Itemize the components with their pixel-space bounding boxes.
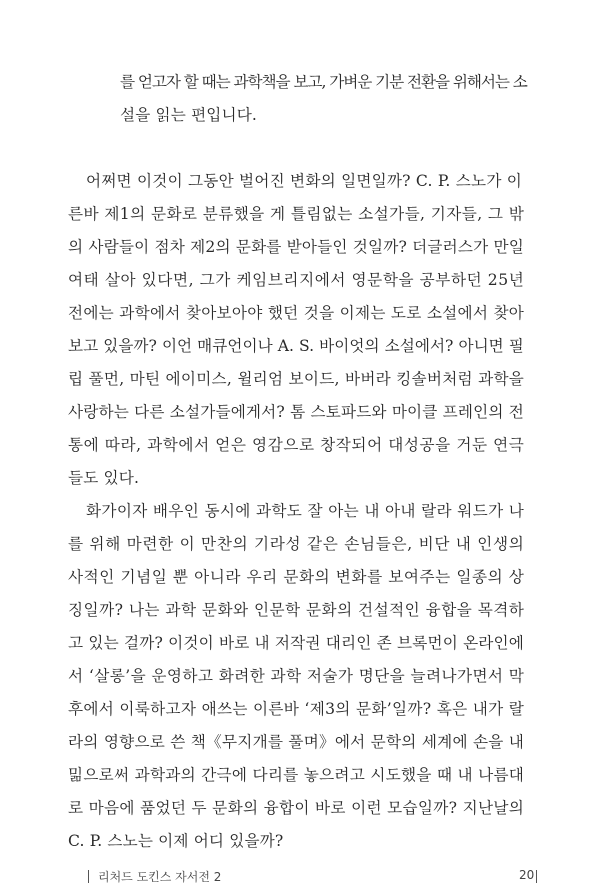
- text-line: 를 얻고자 할 때는 과학책을 보고, 가벼운 기분 전환을 위해서는 소: [120, 73, 527, 91]
- text-line: 라의 영향으로 쓴 책《무지개를 풀며》에서 문학의 세계에 손을 내: [68, 733, 525, 751]
- text-line: 사적인 기념일 뿐 아니라 우리 문화의 변화를 보여주는 일종의 상: [68, 568, 525, 586]
- text-line: 로 마음에 품었던 두 문화의 융합이 바로 이런 모습일까? 지난날의: [68, 799, 525, 817]
- text-line: 의 사람들이 점차 제2의 문화를 받아들인 것일까? 더글러스가 만일: [68, 238, 525, 256]
- text-line: 보고 있을까? 이언 매큐언이나 A. S. 바이엇의 소설에서? 아니면 필: [68, 337, 524, 355]
- text-line: 밂으로써 과학과의 간극에 다리를 놓으려고 시도했을 때 내 나름대: [68, 766, 525, 784]
- text-line: 설을 읽는 편입니다.: [120, 106, 258, 124]
- text-line: 후에서 이룩하고자 애쓰는 이른바 ‘제3의 문화’일까? 혹은 내가 랄: [68, 700, 525, 718]
- text-line: 여태 살아 있다면, 그가 케임브리지에서 영문학을 공부하던 25년: [68, 271, 525, 289]
- running-title: 리처드 도킨스 자서전 2: [98, 870, 222, 884]
- page-number: 20: [519, 868, 535, 882]
- text-line: 서 ‘살롱’을 운영하고 화려한 과학 저술가 명단을 늘려나가면서 막: [68, 667, 525, 685]
- text-line: 들도 있다.: [68, 469, 140, 487]
- text-line: 고 있는 걸까? 이것이 바로 내 저작권 대리인 존 브록먼이 온라인에: [68, 634, 525, 652]
- text-line: 를 위해 마련한 이 만찬의 기라성 같은 손님들은, 비단 내 인생의: [68, 535, 525, 553]
- text-line: 화가이자 배우인 동시에 과학도 잘 아는 내 아내 랄라 워드가 나: [86, 502, 525, 520]
- text-line: 통에 따라, 과학에서 얻은 영감으로 창작되어 대성공을 거둔 연극: [68, 436, 525, 454]
- text-line: 어쩌면 이것이 그동안 벌어진 변화의 일면일까? C. P. 스노가 이: [86, 172, 523, 190]
- text-line: 립 풀먼, 마틴 에이미스, 윌리엄 보이드, 바버라 킹솔버처럼 과학을: [68, 370, 525, 388]
- text-line: 른바 제1의 문화로 분류했을 게 틀림없는 소설가들, 기자들, 그 밖: [68, 205, 525, 223]
- text-line: C. P. 스노는 이제 어디 있을까?: [68, 832, 284, 850]
- text-line: 징일까? 나는 과학 문화와 인문학 문화의 건설적인 융합을 목격하: [68, 601, 525, 619]
- text-line: 사랑하는 다른 소설가들에게서? 톰 스토파드와 마이클 프레인의 전: [68, 403, 525, 421]
- text-line: 전에는 과학에서 찾아보아야 했던 것을 이제는 도로 소설에서 찾아: [68, 304, 525, 322]
- page-footer: [0, 866, 600, 886]
- footer-divider: [88, 870, 89, 883]
- footer-divider: [536, 870, 537, 883]
